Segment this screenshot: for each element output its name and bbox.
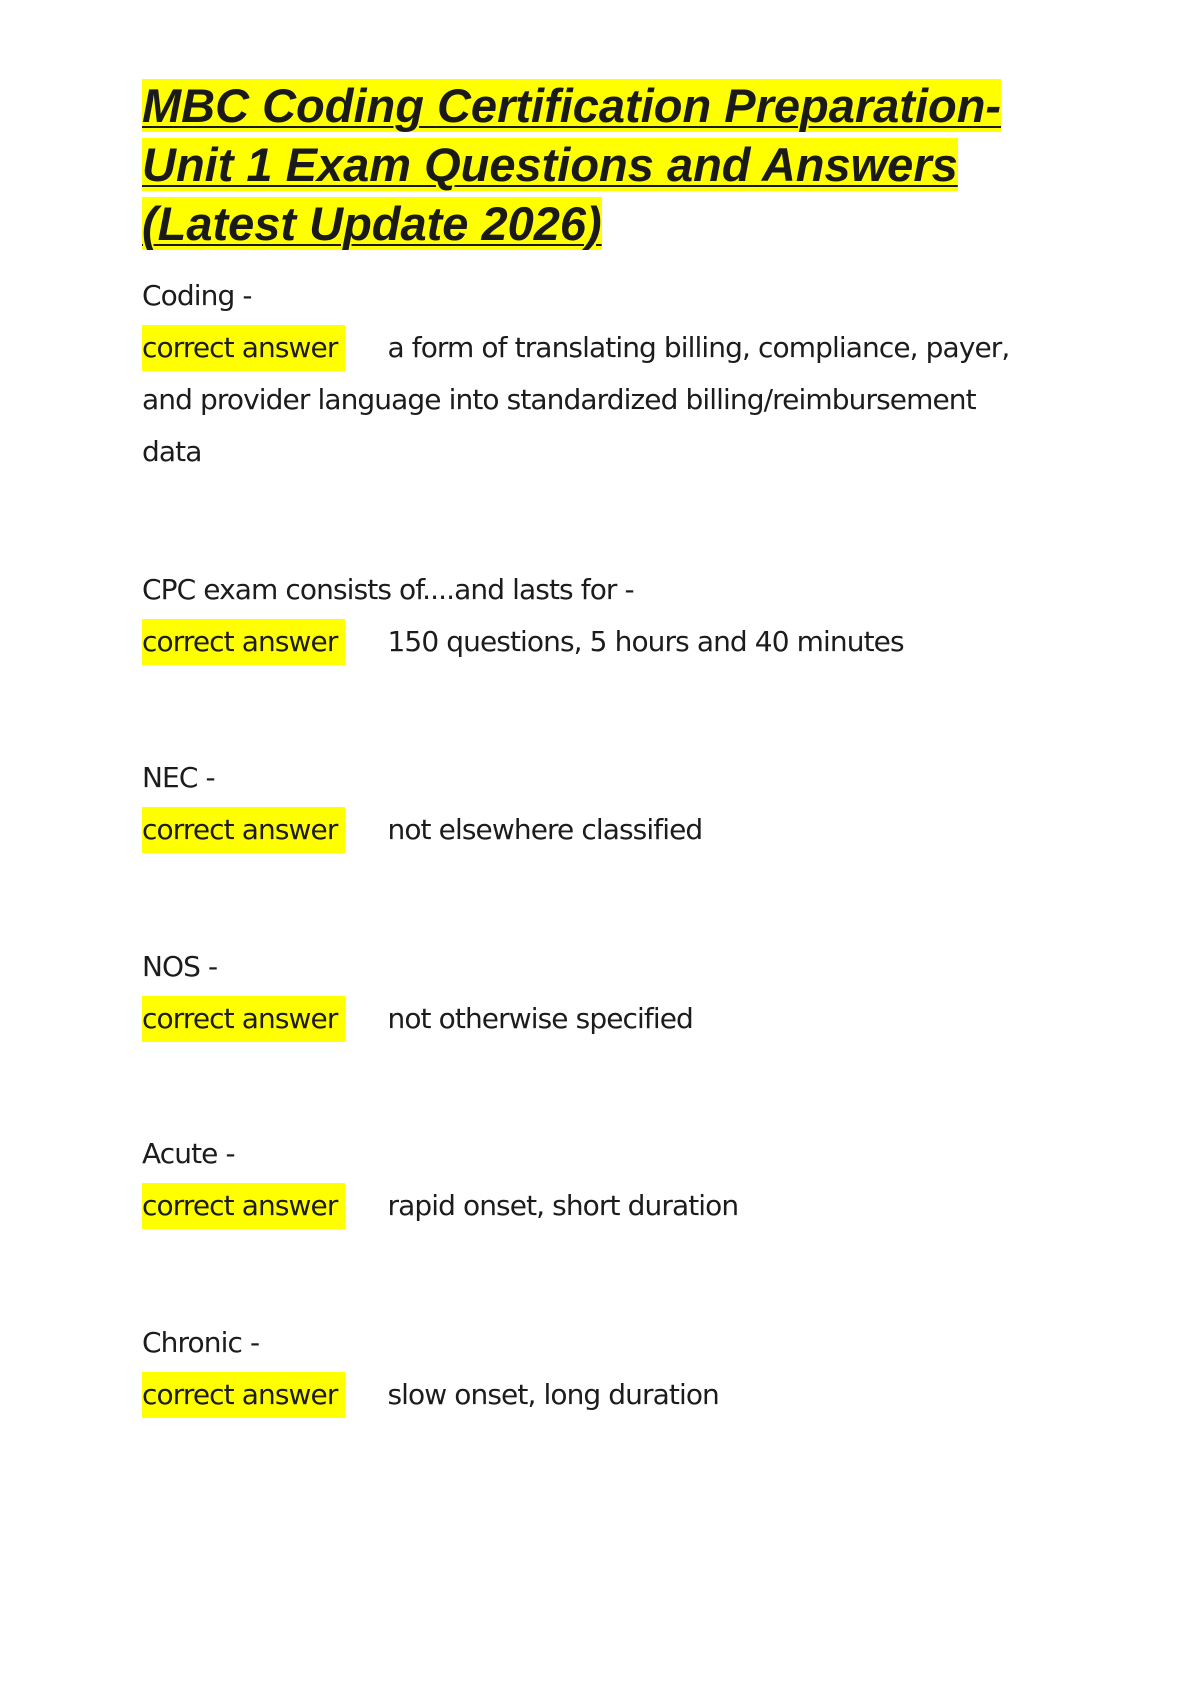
- answer-row: [142, 804, 1042, 856]
- title-line-3: (Latest Update 2026): [142, 197, 602, 250]
- qa-item-nec: [142, 752, 1042, 856]
- answer-text: not otherwise specified: [387, 1002, 693, 1035]
- question-text: Coding -: [142, 279, 252, 312]
- question-text: CPC exam consists of....and lasts for -: [142, 573, 634, 606]
- answer-text: rapid onset, short duration: [387, 1189, 739, 1222]
- qa-item-coding: [142, 270, 1042, 478]
- answer-row: [142, 322, 1042, 478]
- title-line-2: Unit 1 Exam Questions and Answers: [142, 138, 958, 191]
- correct-answer-label: correct answer: [142, 807, 345, 853]
- correct-answer-label: correct answer: [142, 325, 345, 371]
- qa-item-nos: [142, 941, 1042, 1045]
- answer-row: [142, 993, 1042, 1045]
- correct-answer-label: correct answer: [142, 1183, 345, 1229]
- question-text: NOS -: [142, 950, 218, 983]
- question-text: Acute -: [142, 1137, 235, 1170]
- question-text: Chronic -: [142, 1326, 260, 1359]
- answer-text: slow onset, long duration: [387, 1378, 719, 1411]
- qa-item-chronic: [142, 1317, 1042, 1421]
- answer-text: a form of translating billing, compliance, payer, and provider language into standardized billing/reimbursement data: [142, 331, 1010, 468]
- answer-text: 150 questions, 5 hours and 40 minutes: [387, 625, 904, 658]
- answer-row: [142, 1180, 1042, 1232]
- qa-item-acute: [142, 1128, 1042, 1232]
- question-text: NEC -: [142, 761, 215, 794]
- answer-row: [142, 1369, 1042, 1421]
- answer-text: not elsewhere classified: [387, 813, 703, 846]
- correct-answer-label: correct answer: [142, 619, 345, 665]
- answer-row: [142, 616, 1042, 668]
- document-title: [142, 76, 1022, 253]
- correct-answer-label: correct answer: [142, 1372, 345, 1418]
- correct-answer-label: correct answer: [142, 996, 345, 1042]
- qa-item-cpc-exam: [142, 564, 1042, 668]
- title-line-1: MBC Coding Certification Preparation-: [142, 79, 1002, 132]
